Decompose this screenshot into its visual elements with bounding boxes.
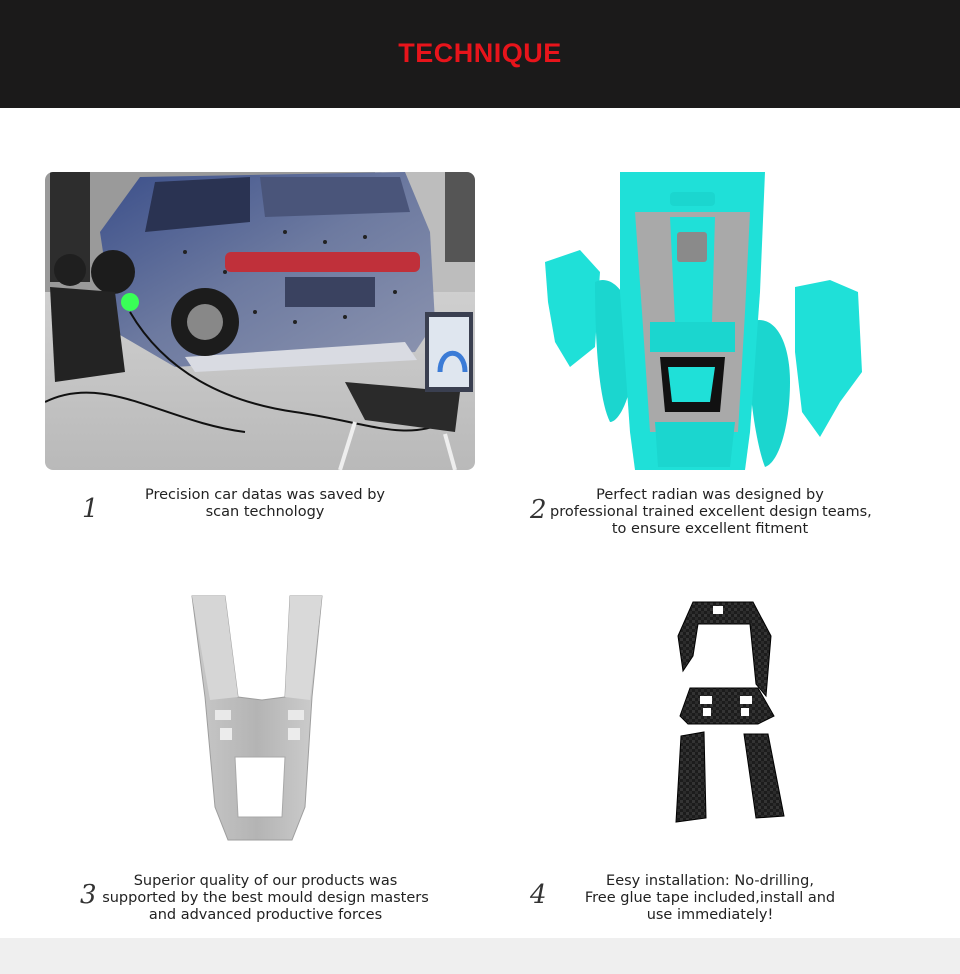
step-4-line-3: use immediately!	[646, 907, 774, 923]
step-3-line-2: supported by the best mould design masters	[102, 890, 429, 906]
step-4-line-1: Eesy installation: No-drilling,	[606, 873, 814, 889]
step-3-line-3: and advanced productive forces	[148, 907, 383, 923]
step-2-caption	[550, 487, 870, 538]
step-1-line-1: Precision car datas was saved by	[144, 487, 385, 503]
page-footer-strip	[0, 938, 960, 974]
step-1-line-2: scan technology	[205, 504, 325, 520]
step-2-number: 2	[530, 495, 547, 525]
step-4-line-2: Free glue tape included,install and	[584, 890, 836, 906]
step-3-number: 3	[80, 880, 97, 910]
step-1-number: 1	[82, 494, 99, 524]
step-3-caption	[98, 873, 433, 924]
grey-console-mould	[180, 592, 340, 847]
console-3d-scan-model	[540, 172, 870, 472]
step-3-line-1: Superior quality of our products was	[133, 873, 398, 889]
step-2-line-1: Perfect radian was designed by	[596, 487, 824, 503]
step-2-line-3: to ensure excellent fitment	[611, 521, 809, 537]
step-4-number: 4	[530, 880, 547, 910]
step-4-caption	[580, 873, 840, 924]
step-1-caption	[130, 487, 400, 521]
page-header	[0, 0, 960, 108]
page-title: TECHNIQUE	[398, 37, 562, 68]
carbon-fiber-console-trim-set	[668, 596, 798, 826]
car-3d-scan-photo	[45, 172, 475, 470]
step-2-line-2: professional trained excellent design teams,	[550, 504, 872, 520]
